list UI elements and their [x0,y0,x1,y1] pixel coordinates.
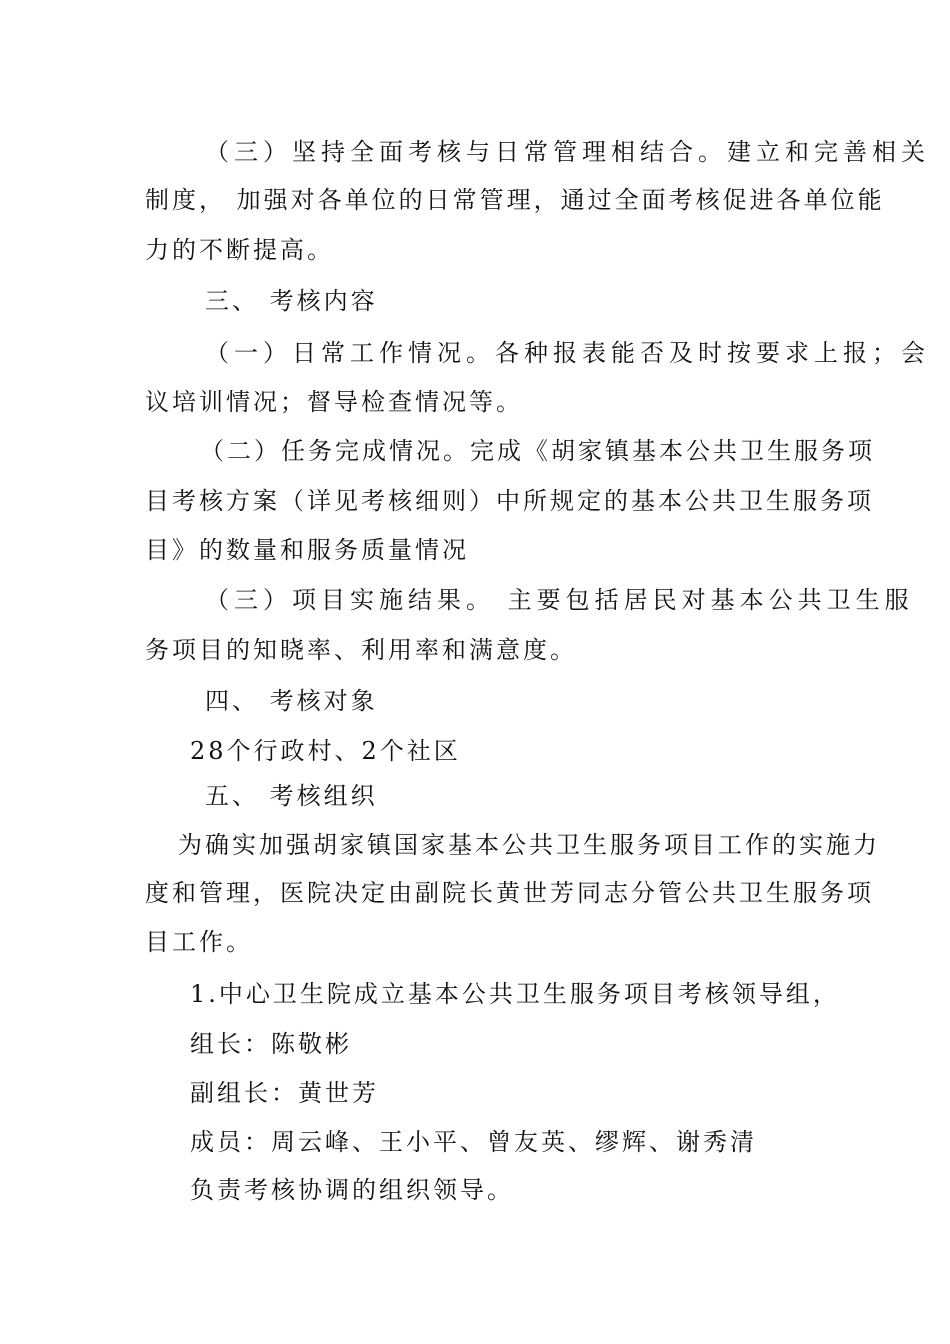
paragraph-line: 议培训情况；督导检查情况等。 [145,388,523,416]
paragraph-line: 成员：周云峰、王小平、曾友英、缪辉、谢秀清 [190,1128,757,1156]
paragraph-line: 1.中心卫生院成立基本公共卫生服务项目考核领导组， [190,980,840,1008]
paragraph-line: 力的不断提高。 [145,236,334,264]
section-heading: 五、 考核组织 [205,782,378,810]
paragraph-line: 制度， 加强对各单位的日常管理，通过全面考核促进各单位能 [145,186,885,214]
paragraph-line: 度和管理，医院决定由副院长黄世芳同志分管公共卫生服务项 [145,879,874,907]
paragraph-line: 务项目的知晓率、利用率和满意度。 [145,636,577,664]
paragraph-line: （一）日常工作情况。各种报表能否及时按要求上报；会 [205,339,930,367]
paragraph-line: 负责考核协调的组织领导。 [190,1176,514,1204]
paragraph-line: 目工作。 [145,928,253,956]
paragraph-line: （三）项目实施结果。 主要包括居民对基本公共卫生服 [205,586,914,614]
paragraph-line: 副组长：黄世芳 [190,1079,379,1107]
paragraph-line: 目》的数量和服务质量情况 [145,536,469,564]
section-heading: 四、 考核对象 [205,687,378,715]
paragraph-line: （二）任务完成情况。完成《胡家镇基本公共卫生服务项 [200,437,875,465]
section-heading: 三、 考核内容 [205,287,378,315]
paragraph-line: 目考核方案（详见考核细则）中所规定的基本公共卫生服务项 [145,487,874,515]
paragraph-line: （三）坚持全面考核与日常管理相结合。建立和完善相关 [205,138,930,166]
paragraph-line: 为确实加强胡家镇国家基本公共卫生服务项目工作的实施力 [178,831,880,859]
paragraph-line: 组长：陈敬彬 [190,1030,352,1058]
paragraph-line: 28个行政村、2个社区 [190,737,461,765]
